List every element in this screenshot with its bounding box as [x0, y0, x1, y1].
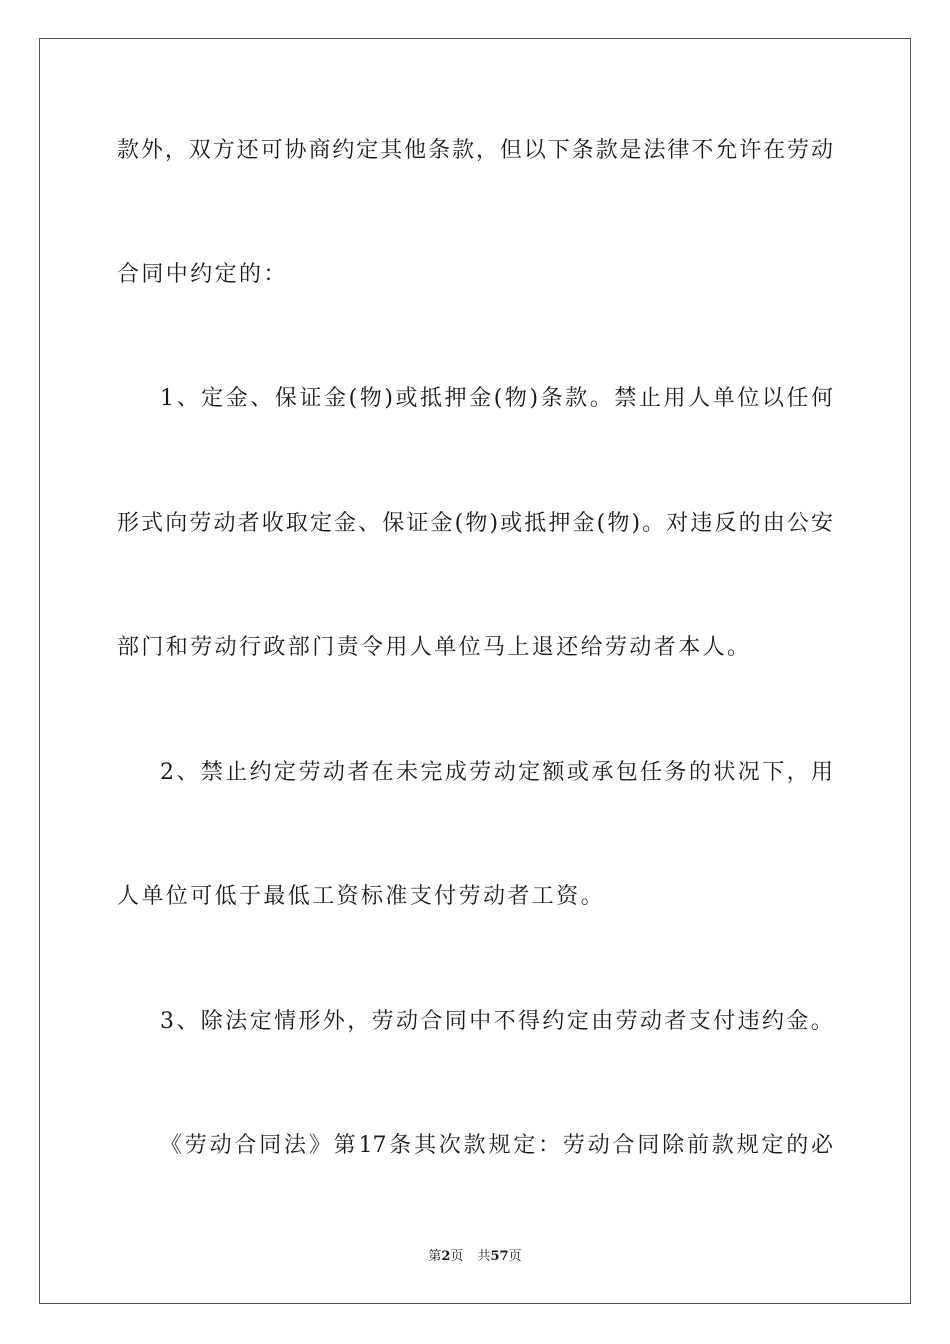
- text-line-8: 3、除法定情形外，劳动合同中不得约定由劳动者支付违约金。: [160, 1009, 836, 1034]
- text-line-2: 合同中约定的：: [117, 262, 288, 287]
- text-line-5: 部门和劳动行政部门责令用人单位马上退还给劳动者本人。: [117, 635, 752, 660]
- footer-page-suffix: 页: [450, 1249, 464, 1264]
- footer-total-pages: 57: [490, 1249, 509, 1264]
- page-frame: [39, 38, 911, 1304]
- text-line-3: 1、定金、保证金(物)或抵押金(物)条款。禁止用人单位以任何: [160, 386, 833, 411]
- page-footer: [0, 1248, 950, 1266]
- footer-total-prefix: 共: [477, 1249, 491, 1264]
- text-line-9: 《劳动合同法》第17条其次款规定：劳动合同除前款规定的必: [160, 1133, 833, 1158]
- text-line-1: 款外，双方还可协商约定其他条款，但以下条款是法律不允许在劳动: [117, 138, 833, 163]
- text-line-4: 形式向劳动者收取定金、保证金(物)或抵押金(物)。对违反的由公安: [117, 511, 833, 536]
- text-line-7: 人单位可低于最低工资标准支付劳动者工资。: [117, 884, 606, 909]
- footer-page-number: 2: [441, 1249, 451, 1264]
- footer-page-prefix: 第: [428, 1249, 442, 1264]
- text-line-6: 2、禁止约定劳动者在未完成劳动定额或承包任务的状况下，用: [160, 760, 833, 785]
- footer-total-suffix: 页: [508, 1249, 522, 1264]
